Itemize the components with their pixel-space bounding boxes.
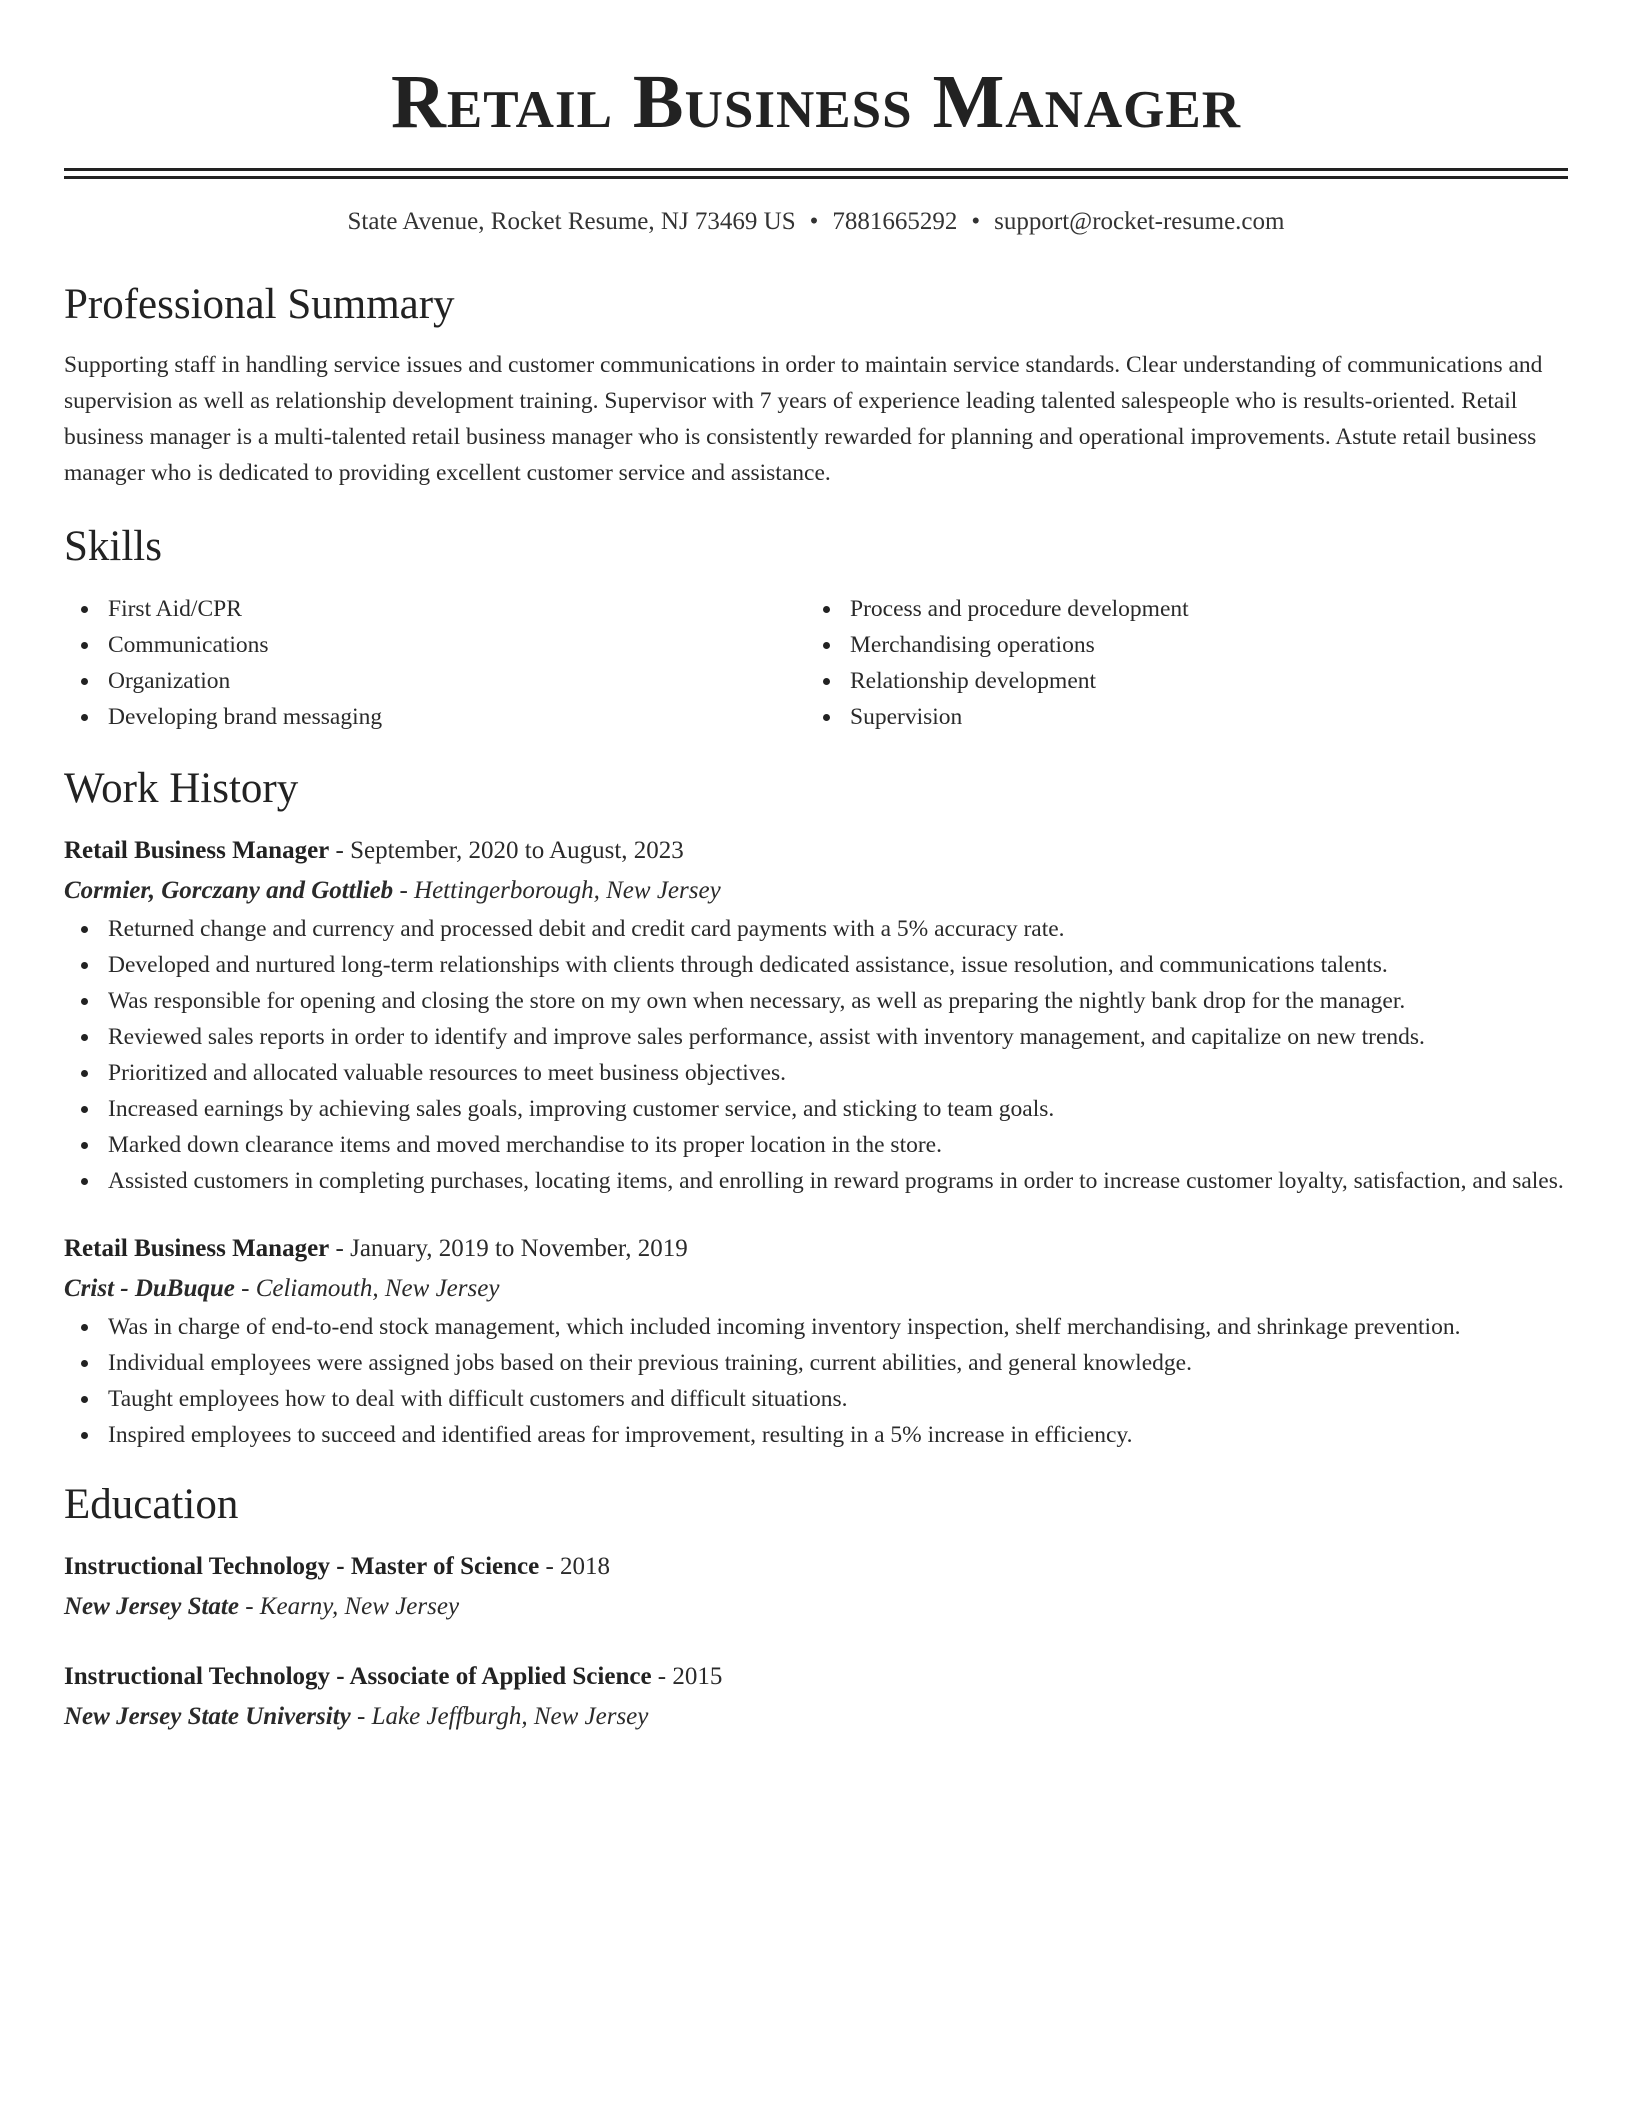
education-school: New Jersey State: [64, 1593, 239, 1620]
contact-email: support@rocket-resume.com: [994, 208, 1285, 235]
skills-list-right: [806, 591, 1548, 735]
skill-item: Merchandising operations: [806, 627, 1548, 663]
education-degree: Instructional Technology - Associate of Applied Science: [64, 1663, 652, 1690]
job-bullet: Developed and nurtured long-term relationships with clients through dedicated assistance, issue resolution, and communications talents.: [64, 947, 1568, 983]
education-school: New Jersey State University: [64, 1703, 351, 1730]
education-entry: [64, 1547, 1568, 1627]
skill-item: Relationship development: [806, 663, 1548, 699]
job-company: Cormier, Gorczany and Gottlieb: [64, 877, 394, 904]
contact-line: [64, 205, 1568, 239]
education-heading: Education: [64, 1481, 239, 1528]
resume-name: Retail Business Manager: [391, 60, 1241, 144]
skill-item: Process and procedure development: [806, 591, 1548, 627]
job-bullet: Was in charge of end-to-end stock management, which included incoming inventory inspection, shelf merchandising, and shrinkage prevention.: [64, 1309, 1568, 1345]
job-location: - Hettingerborough, New Jersey: [393, 877, 721, 904]
job-bullet: Was responsible for opening and closing the store on my own when necessary, as well as preparing the nightly bank drop for the manager.: [64, 983, 1568, 1019]
job-dates: - January, 2019 to November, 2019: [329, 1235, 688, 1262]
job-bullet: Assisted customers in completing purchases, locating items, and enrolling in reward programs in order to increase customer loyalty, satisfaction, and sales.: [64, 1163, 1568, 1199]
job-location: - Celiamouth, New Jersey: [234, 1275, 500, 1302]
skills-columns: [64, 591, 1568, 735]
job-title: Retail Business Manager: [64, 1235, 330, 1262]
education-year: - 2015: [651, 1663, 723, 1690]
education-degree-line: [64, 1657, 1568, 1697]
job-bullet: Taught employees how to deal with difficult customers and difficult situations.: [64, 1381, 1568, 1417]
education-location: - Lake Jeffburgh, New Jersey: [350, 1703, 649, 1730]
education-school-line: [64, 1587, 1568, 1627]
education-year: - 2018: [539, 1553, 611, 1580]
job-heading: [64, 1229, 1568, 1269]
job-bullet: Prioritized and allocated valuable resources to meet business objectives.: [64, 1055, 1568, 1091]
education-degree-line: [64, 1547, 1568, 1587]
job-bullet: Increased earnings by achieving sales goals, improving customer service, and sticking to team goals.: [64, 1091, 1568, 1127]
job-entry: [64, 831, 1568, 1199]
job-heading: [64, 831, 1568, 871]
job-bullet-list: [64, 911, 1568, 1199]
summary-text: Supporting staff in handling service issues and customer communications in order to maintain service standards. Clear understanding of communications and supervision as well as relationship development training. Supervisor with 7 years of experience leading talented salespeople who is results-oriented. Retail business manager is a multi-talented retail business manager who is consistently rewarded for planning and operational improvements. Astute retail business manager who is dedicated to providing excellent customer service and assistance.: [64, 352, 1543, 486]
job-company: Crist - DuBuque: [64, 1275, 235, 1302]
education-school-line: [64, 1697, 1568, 1737]
skill-item: Communications: [64, 627, 806, 663]
header-double-rule: [64, 168, 1568, 179]
contact-separator: •: [971, 208, 981, 235]
job-bullet-list: [64, 1309, 1568, 1453]
skills-heading: Skills: [64, 523, 162, 570]
education-degree: Instructional Technology - Master of Science: [64, 1553, 540, 1580]
skill-item: First Aid/CPR: [64, 591, 806, 627]
skill-item: Organization: [64, 663, 806, 699]
job-bullet: Returned change and currency and processed debit and credit card payments with a 5% accuracy rate.: [64, 911, 1568, 947]
job-employer-line: [64, 1269, 1568, 1309]
job-employer-line: [64, 871, 1568, 911]
job-bullet: Marked down clearance items and moved merchandise to its proper location in the store.: [64, 1127, 1568, 1163]
skill-item: Supervision: [806, 699, 1548, 735]
job-bullet: Inspired employees to succeed and identified areas for improvement, resulting in a 5% increase in efficiency.: [64, 1417, 1568, 1453]
summary-heading: Professional Summary: [64, 281, 455, 328]
job-bullet: Individual employees were assigned jobs based on their previous training, current abilities, and general knowledge.: [64, 1345, 1568, 1381]
skill-item: Developing brand messaging: [64, 699, 806, 735]
education-entry: [64, 1657, 1568, 1737]
contact-address: State Avenue, Rocket Resume, NJ 73469 US: [347, 208, 796, 235]
job-entry: [64, 1229, 1568, 1453]
contact-phone: 7881665292: [832, 208, 958, 235]
job-dates: - September, 2020 to August, 2023: [329, 837, 684, 864]
skills-list-left: [64, 591, 806, 735]
job-title: Retail Business Manager: [64, 837, 330, 864]
education-location: - Kearny, New Jersey: [238, 1593, 460, 1620]
work-history-heading: Work History: [64, 765, 299, 812]
job-bullet: Reviewed sales reports in order to identify and improve sales performance, assist with inventory management, and capitalize on new trends.: [64, 1019, 1568, 1055]
contact-separator: •: [809, 208, 819, 235]
